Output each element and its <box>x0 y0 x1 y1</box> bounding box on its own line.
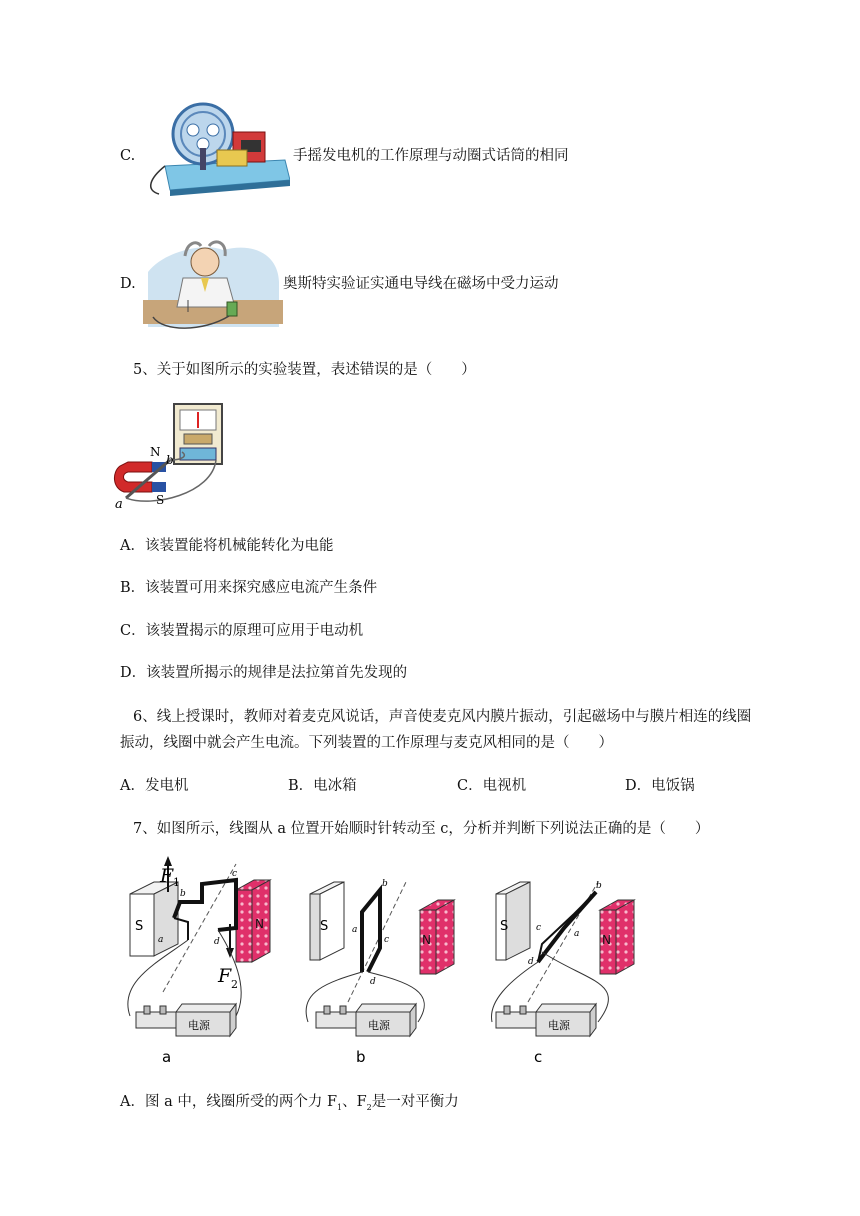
q5-fig-b: b <box>166 453 174 467</box>
q7-b-power: 电源 <box>368 1019 390 1032</box>
q7-b-corner-b: b <box>382 879 388 889</box>
q7-c-n: N <box>602 933 611 947</box>
q5-fig-s: S <box>156 493 165 507</box>
q7-figure-b <box>306 879 454 1066</box>
q7-stem: 7、如图所示，线圈从 a 位置开始顺时针转动至 c，分析并判断下列说法正确的是（ ） <box>133 821 710 837</box>
q6-option-c: C．电视机 <box>457 778 527 794</box>
q7-option-a-sub1: 1 <box>337 1102 343 1112</box>
q7-b-n: N <box>422 933 431 947</box>
q7-caption-b: b <box>356 1048 366 1066</box>
q6-stem-line1: 6、线上授课时，教师对着麦克风说话，声音使麦克风内膜片振动，引起磁场中与膜片相连的线圈 <box>133 709 752 725</box>
q5-stem: 5、关于如图所示的实验装置，表述错误的是（ ） <box>133 362 476 378</box>
q7-f1: F <box>160 865 174 887</box>
q5-option-a: A．该装置能将机械能转化为电能 <box>120 538 334 554</box>
q7-b-corner-d: d <box>370 977 376 987</box>
option-c-text: 手摇发电机的工作原理与动圈式话筒的相同 <box>293 148 569 164</box>
q6-option-d: D．电饭锅 <box>625 778 695 794</box>
q7-option-a-sub2: 2 <box>366 1102 372 1112</box>
q7-c-corner-b: b <box>596 881 602 891</box>
hand-crank-generator-image <box>145 98 290 198</box>
q7-c-s: S <box>500 919 509 934</box>
option-c-label: C. <box>120 148 136 164</box>
q7-caption-c: c <box>534 1048 543 1066</box>
option-d-text: 奥斯特实验证实通电导线在磁场中受力运动 <box>283 276 559 292</box>
q7-option-a-pre: A．图 a 中，线圈所受的两个力 F <box>120 1094 338 1110</box>
q6-stem-line2: 振动，线圈中就会产生电流。下列装置的工作原理与麦克风相同的是（ ） <box>120 735 613 751</box>
q7-coil-figures <box>118 852 648 1067</box>
q7-b-s: S <box>320 919 329 934</box>
q7-a-corner-c: c <box>232 869 238 879</box>
option-d-label: D. <box>120 276 136 292</box>
q7-b-corner-c: c <box>384 935 390 945</box>
q7-option-a-post: 是一对平衡力 <box>371 1094 459 1110</box>
q6-option-a: A．发电机 <box>120 778 189 794</box>
q7-a-n: N <box>255 917 264 931</box>
q7-a-corner-a: a <box>158 935 164 945</box>
q7-a-power: 电源 <box>188 1019 210 1032</box>
q5-option-c: C．该装置揭示的原理可应用于电动机 <box>120 623 364 639</box>
q7-option-a <box>120 1091 459 1119</box>
q7-c-power: 电源 <box>548 1019 570 1032</box>
q7-c-corner-d: d <box>528 957 534 967</box>
q7-a-s: S <box>135 919 144 934</box>
q7-figure-c <box>491 881 634 1066</box>
q7-c-corner-c: c <box>536 923 542 933</box>
q5-option-d: D．该装置所揭示的规律是法拉第首先发现的 <box>120 665 408 681</box>
q7-a-corner-d: d <box>214 937 220 947</box>
q7-b-corner-a: a <box>352 925 358 935</box>
q7-f2: F <box>218 965 232 987</box>
q7-option-a-mid: 、F <box>342 1094 367 1110</box>
q7-c-corner-a: a <box>574 929 580 939</box>
q7-figure-a <box>128 856 270 1066</box>
q6-option-b: B．电冰箱 <box>288 778 357 794</box>
q7-a-corner-b: b <box>180 889 186 899</box>
oersted-experiment-image <box>143 232 283 332</box>
q5-apparatus-image <box>112 400 227 512</box>
q5-option-b: B．该装置可用来探究感应电流产生条件 <box>120 580 378 596</box>
q7-f2-sub: 2 <box>231 978 238 991</box>
q5-fig-n: N <box>150 445 161 459</box>
q7-caption-a: a <box>162 1048 172 1066</box>
q5-fig-a: a <box>115 497 123 512</box>
q7-f1-sub: 1 <box>173 876 180 889</box>
